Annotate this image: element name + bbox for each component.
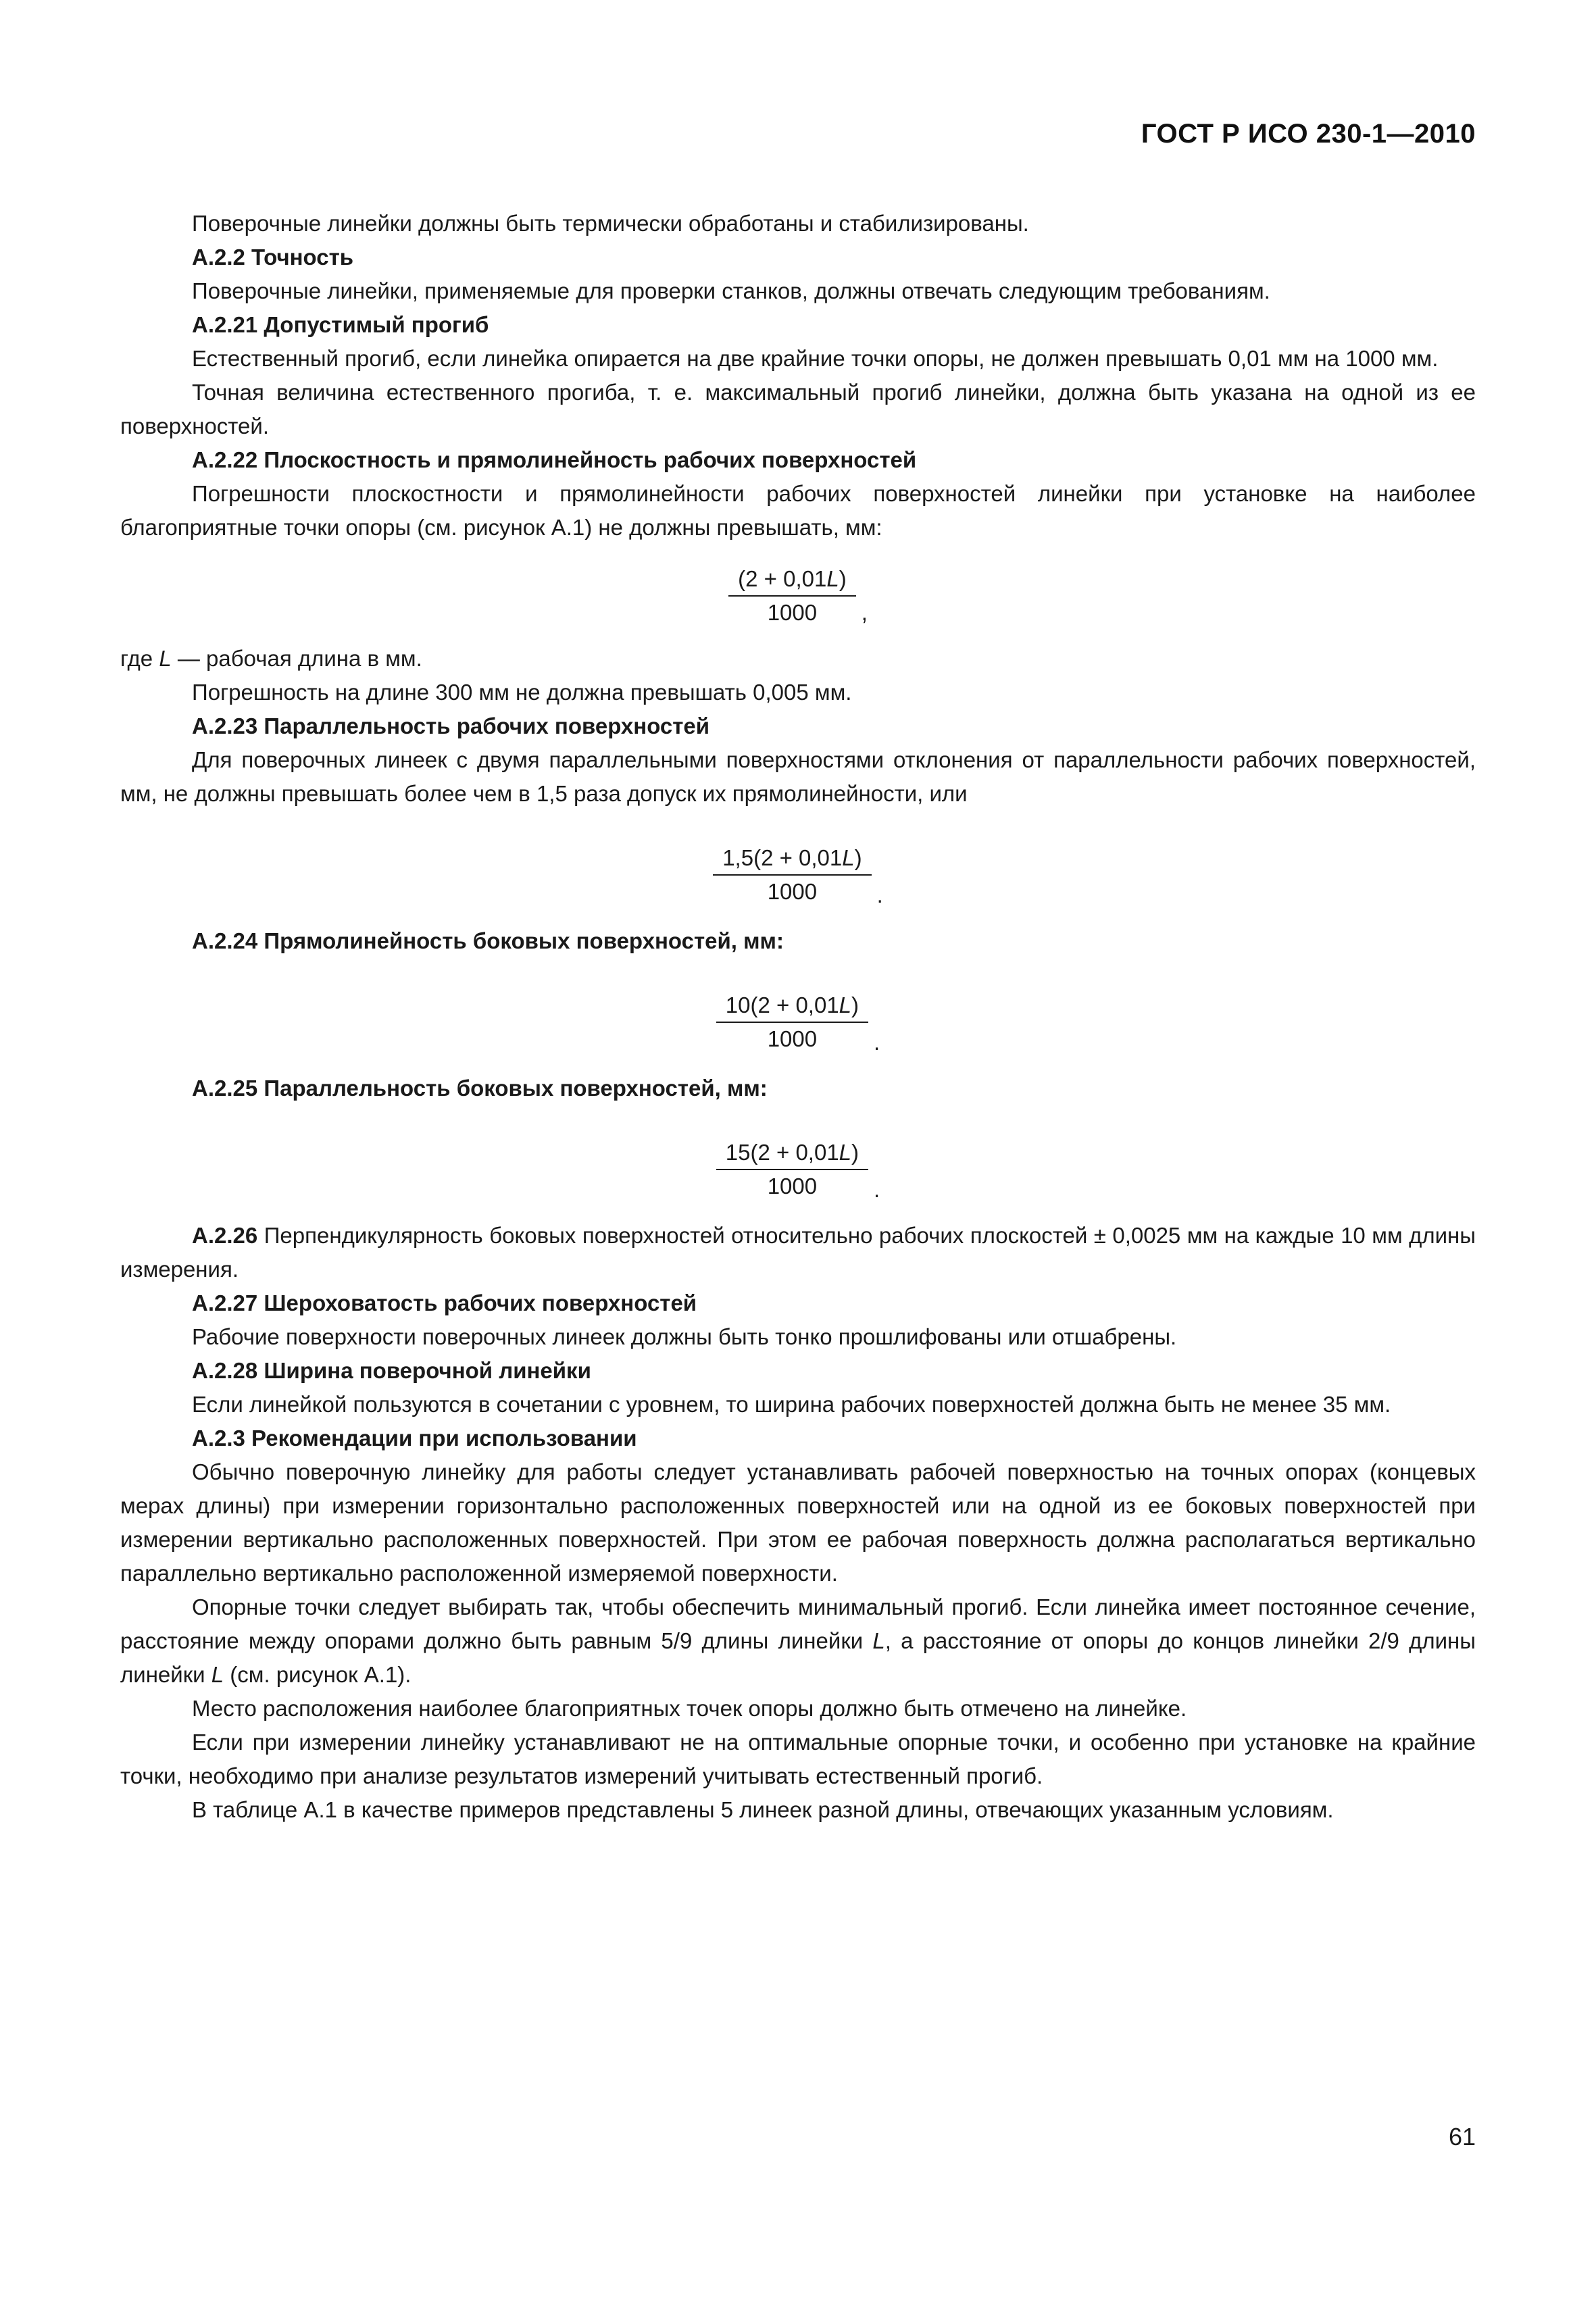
fraction-numerator: 10(2 + 0,01L) (716, 989, 868, 1023)
fraction-numerator: (2 + 0,01L) (728, 563, 856, 597)
paragraph: Опорные точки следует выбирать так, чтобы обеспечить минимальный прогиб. Если линейка имеет постоянное сечение, расстояние между опорами должно быть равным 5/9 длины линейки L, а расстояние от опоры до концов линейки 2/9 длины линейки L (см. рисунок А.1). (120, 1594, 1476, 1687)
fraction (728, 563, 856, 629)
formula-punctuation: . (874, 1177, 880, 1202)
fraction (716, 1136, 868, 1203)
formula-parallelism (120, 826, 1476, 924)
paragraph: Точная величина естественного прогиба, т. е. максимальный прогиб линейки, должна быть указана на одной из ее поверхностей. (120, 380, 1476, 438)
paragraph: В таблице А.1 в качестве примеров представлены 5 линеек разной длины, отвечающих указанным условиям. (192, 1797, 1334, 1822)
section-heading: А.2.27 Шероховатость рабочих поверхностей (192, 1290, 697, 1315)
paragraph: Поверочные линейки, применяемые для проверки станков, должны отвечать следующим требованиям. (192, 278, 1270, 303)
paragraph: Обычно поверочную линейку для работы следует устанавливать рабочей поверхностью на точных опорах (концевых мерах длины) при измерении горизонтально расположенных поверхностей или на одной из ее боковых поверхностей при измерении вертикально расположенных поверхностей. При этом ее рабочая поверхность должна располагаться вертикально параллельно вертикально расположенной измеряемой поверхности. (120, 1459, 1476, 1586)
fraction-numerator: 15(2 + 0,01L) (716, 1136, 868, 1170)
fraction-denominator: 1000 (767, 1026, 818, 1051)
fraction-denominator: 1000 (767, 1174, 818, 1199)
paragraph: где L — рабочая длина в мм. (120, 646, 422, 671)
formula-punctuation: . (876, 882, 883, 907)
fraction-denominator: 1000 (767, 879, 818, 904)
formula-side-straightness (120, 973, 1476, 1072)
paragraph: Погрешность на длине 300 мм не должна превышать 0,005 мм. (192, 680, 852, 705)
formula-punctuation: . (874, 1030, 880, 1055)
fraction (716, 989, 868, 1055)
paragraph: Рабочие поверхности поверочных линеек должны быть тонко прошлифованы или отшабрены. (192, 1324, 1177, 1349)
fraction-numerator: 1,5(2 + 0,01L) (713, 842, 871, 876)
paragraph: А.2.26 Перпендикулярность боковых поверхностей относительно рабочих плоскостей ± 0,0025 мм на каждые 10 мм длины измерения. (120, 1223, 1476, 1282)
section-heading: А.2.21 Допустимый прогиб (192, 312, 489, 337)
section-heading: А.2.2 Точность (192, 245, 354, 270)
paragraph: Если линейкой пользуются в сочетании с уровнем, то ширина рабочих поверхностей должна быть не менее 35 мм. (192, 1392, 1391, 1417)
section-heading: А.2.25 Параллельность боковых поверхностей, мм: (192, 1076, 768, 1101)
document-body (120, 207, 1476, 1827)
section-heading: А.2.23 Параллельность рабочих поверхностей (192, 713, 710, 738)
page-number: 61 (1448, 2123, 1476, 2150)
paragraph: Место расположения наиболее благоприятных точек опоры должно быть отмечено на линейке. (192, 1696, 1187, 1721)
section-heading: А.2.28 Ширина поверочной линейки (192, 1358, 591, 1383)
formula-punctuation: , (861, 600, 868, 625)
section-heading: А.2.3 Рекомендации при использовании (192, 1426, 637, 1451)
document-header: ГОСТ Р ИСО 230-1—2010 (1141, 119, 1476, 149)
paragraph: Для поверочных линеек с двумя параллельными поверхностями отклонения от параллельности рабочих поверхностей, мм, не должны превышать более чем в 1,5 раза допуск их прямолинейности, или (120, 747, 1476, 806)
fraction-denominator: 1000 (767, 600, 818, 625)
paragraph: Поверочные линейки должны быть термически обработаны и стабилизированы. (192, 211, 1029, 236)
paragraph: Погрешности плоскостности и прямолинейности рабочих поверхностей линейки при установке на наиболее благоприятные точки опоры (см. рисунок А.1) не должны превышать, мм: (120, 481, 1476, 540)
fraction (713, 842, 871, 908)
section-heading: А.2.22 Плоскостность и прямолинейность рабочих поверхностей (192, 447, 917, 472)
paragraph: Если при измерении линейку устанавливают не на оптимальные опорные точки, и особенно при установке на крайние точки, необходимо при анализе результатов измерений учитывать естественный прогиб. (120, 1730, 1476, 1788)
paragraph: Естественный прогиб, если линейка опирается на две крайние точки опоры, не должен превышать 0,01 мм на 1000 мм. (192, 346, 1439, 371)
formula-flatness (120, 550, 1476, 642)
section-heading: А.2.24 Прямолинейность боковых поверхностей, мм: (192, 928, 784, 953)
formula-side-parallelism (120, 1120, 1476, 1219)
